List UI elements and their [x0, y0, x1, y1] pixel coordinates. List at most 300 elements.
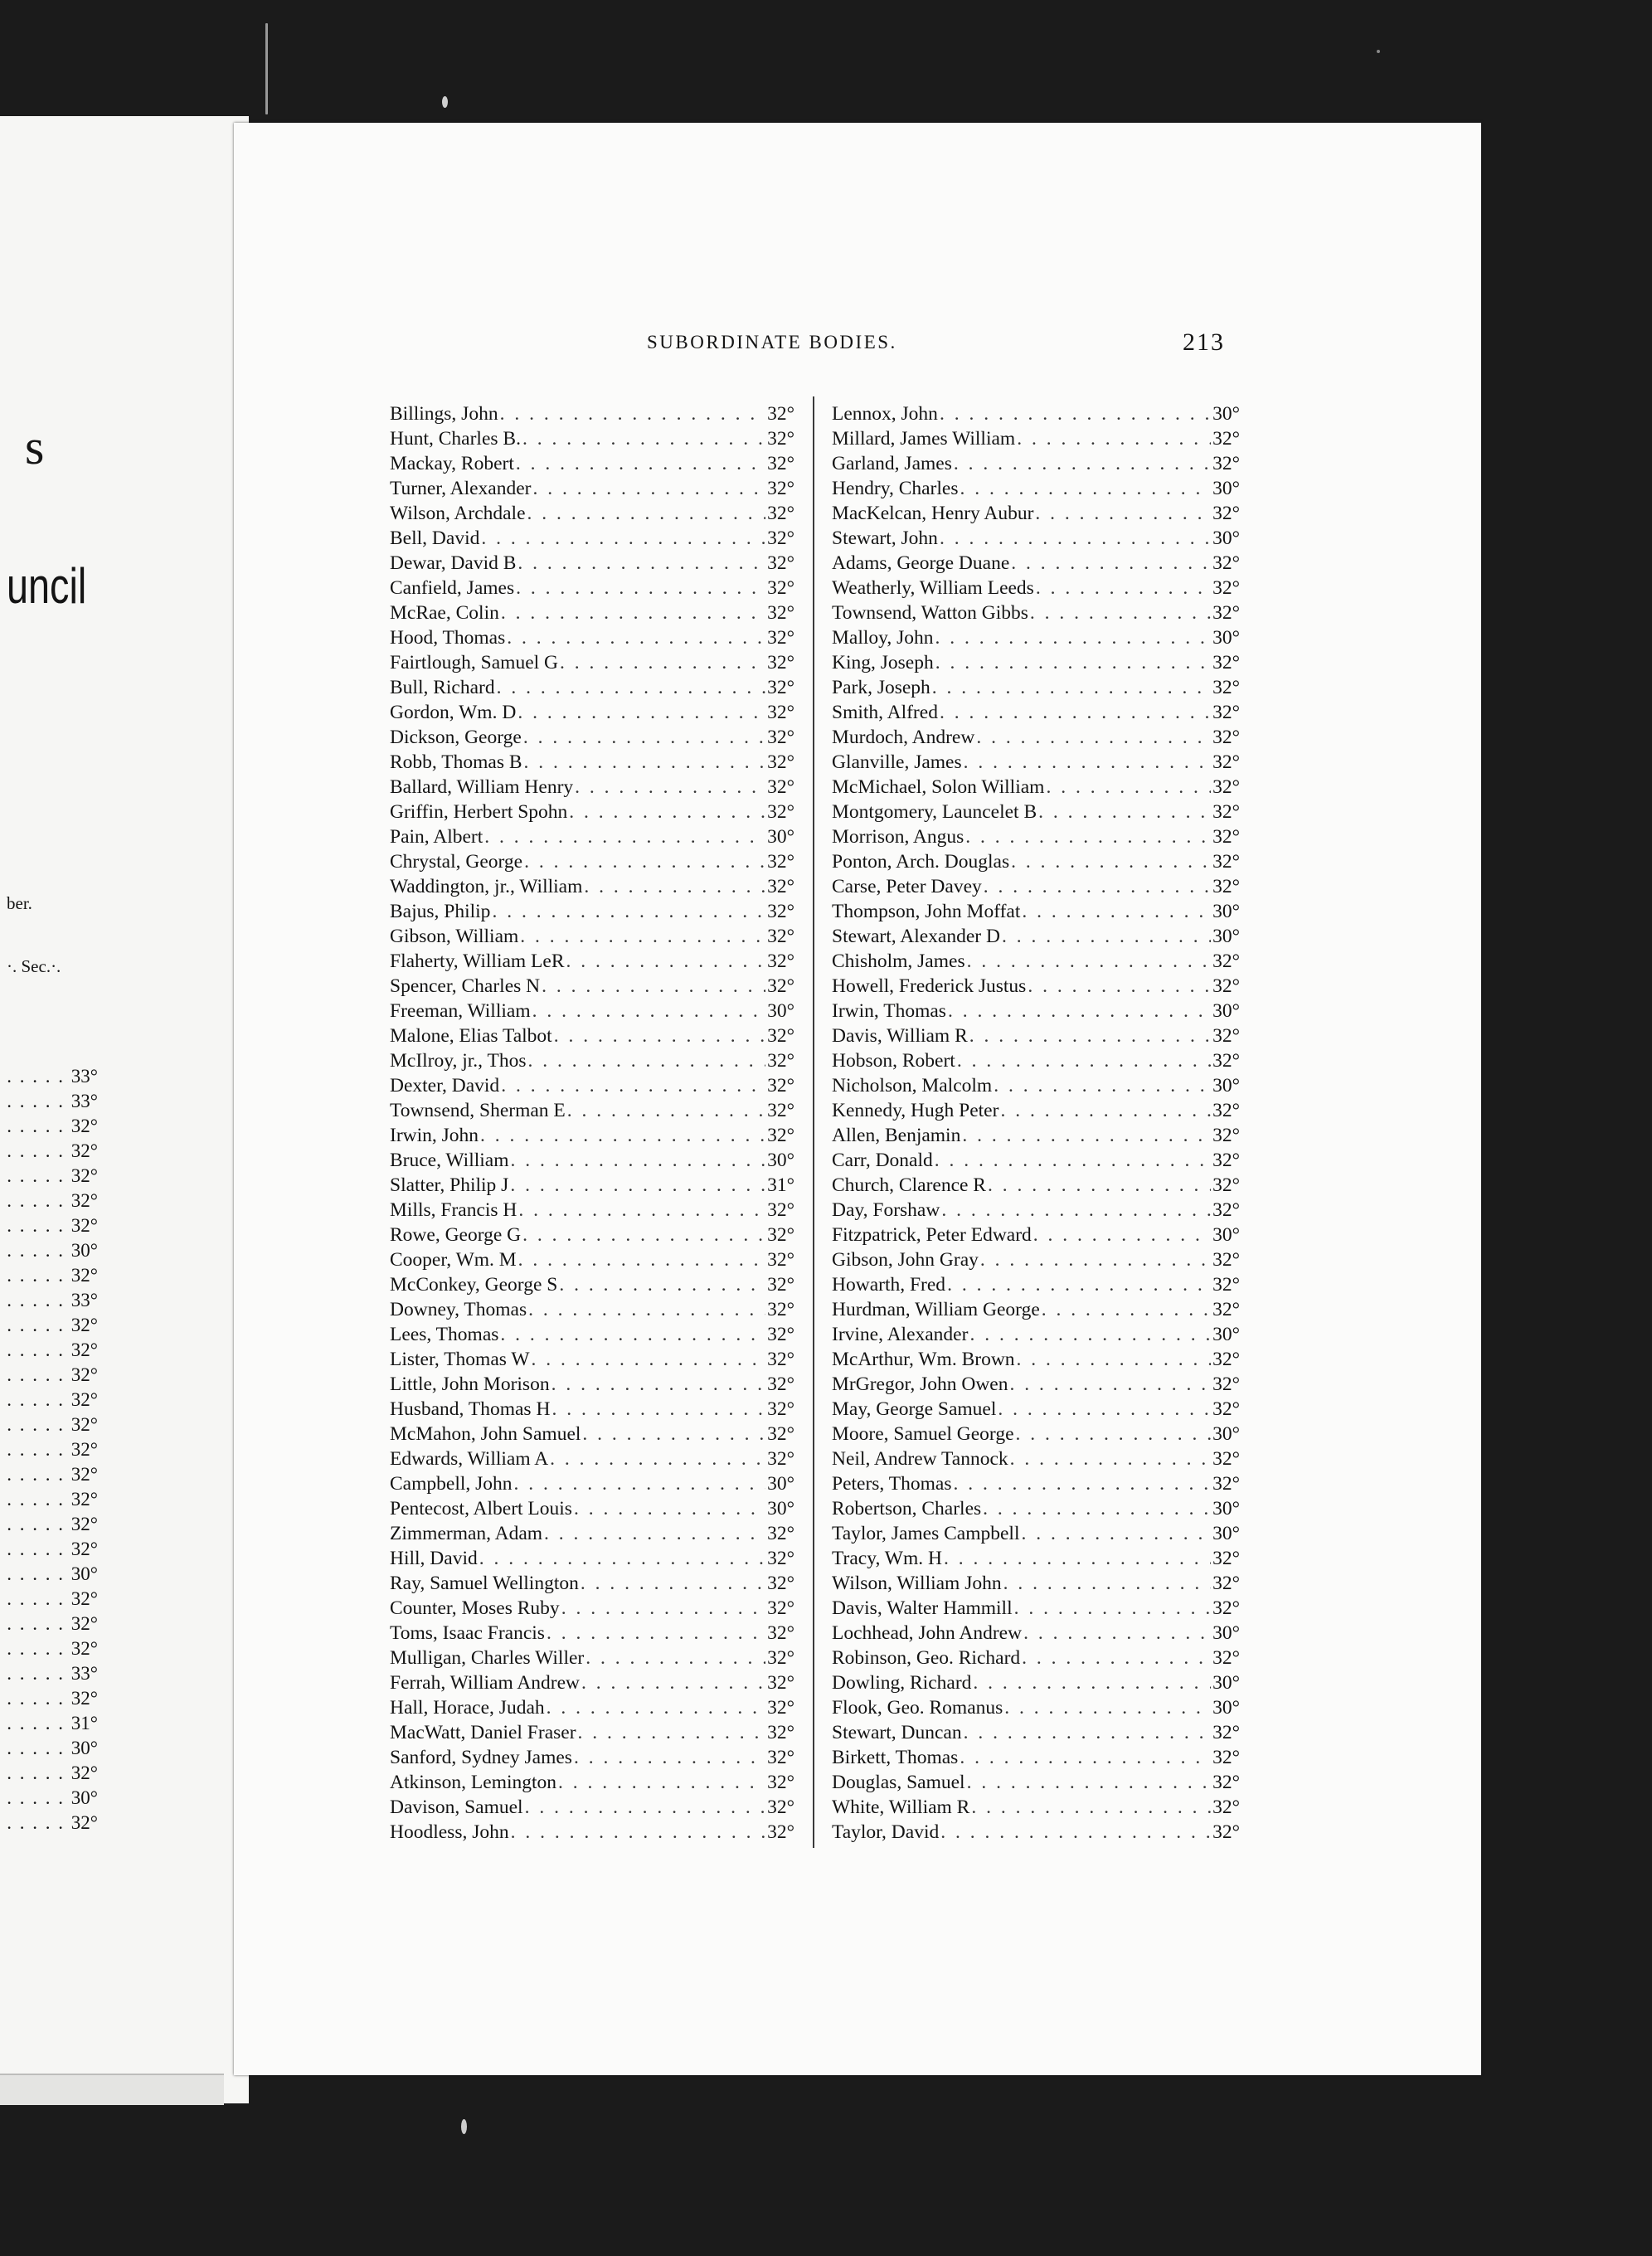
member-entry	[832, 600, 1240, 625]
member-degree: 32°	[767, 1374, 794, 1395]
left-page-degree-row	[0, 1512, 98, 1537]
member-degree: 32°	[767, 1050, 794, 1072]
dot-leader	[944, 1546, 1211, 1571]
member-entry	[390, 974, 794, 999]
member-name: Moore, Samuel George	[832, 1423, 1014, 1445]
dot-leader	[940, 401, 1211, 426]
left-page-degree: 32°	[70, 1190, 98, 1211]
dot-leader	[1003, 1571, 1211, 1596]
member-degree: 32°	[767, 577, 794, 599]
member-entry	[832, 675, 1240, 700]
member-name: Bull, Richard	[390, 677, 495, 698]
member-degree: 32°	[767, 1398, 794, 1420]
member-entry	[832, 1372, 1240, 1397]
member-name: Downey, Thomas	[390, 1299, 527, 1320]
member-entry	[390, 1770, 794, 1795]
dot-leader	[947, 1272, 1211, 1297]
member-degree: 32°	[1212, 1821, 1240, 1843]
member-name: Freeman, William	[390, 1000, 531, 1022]
left-page-degree-row	[0, 1263, 98, 1288]
member-entry	[832, 1596, 1240, 1621]
member-degree: 30°	[1212, 1498, 1240, 1519]
dot-leader	[1017, 426, 1211, 451]
member-name: McArthur, Wm. Brown	[832, 1349, 1015, 1370]
member-entry	[390, 1546, 794, 1571]
member-name: McIlroy, jr., Thos	[390, 1050, 527, 1072]
member-degree: 32°	[767, 776, 794, 798]
member-entry	[390, 1795, 794, 1820]
dot-leader	[1022, 899, 1211, 924]
dot-leader: . . . . .	[7, 1265, 71, 1286]
dot-leader	[980, 1247, 1211, 1272]
member-entry	[832, 775, 1240, 800]
member-degree: 32°	[1212, 1747, 1240, 1768]
member-name: Douglas, Samuel	[832, 1772, 965, 1793]
member-entry	[832, 1571, 1240, 1596]
member-degree: 32°	[1212, 1548, 1240, 1569]
member-degree: 30°	[1212, 1697, 1240, 1719]
member-name: King, Joseph	[832, 652, 934, 673]
member-name: McConkey, George S	[390, 1274, 558, 1296]
member-name: Dewar, David B	[390, 552, 517, 574]
member-degree: 32°	[1212, 1597, 1240, 1619]
member-degree: 32°	[767, 627, 794, 649]
member-entry	[832, 576, 1240, 600]
member-degree: 32°	[1212, 1349, 1240, 1370]
member-degree: 32°	[1212, 1274, 1240, 1296]
member-name: Mackay, Robert	[390, 453, 514, 474]
member-name: Morrison, Angus	[832, 826, 964, 848]
member-name: Atkinson, Lemington	[390, 1772, 557, 1793]
dot-leader	[567, 1098, 765, 1123]
member-degree: 32°	[767, 528, 794, 549]
dot-leader	[511, 1820, 765, 1845]
member-degree: 32°	[1212, 652, 1240, 673]
dot-leader	[500, 401, 766, 426]
left-page-degree: 33°	[70, 1091, 98, 1111]
member-entry	[832, 849, 1240, 874]
member-degree: 32°	[767, 1299, 794, 1320]
page-number: 213	[1183, 328, 1225, 356]
member-degree: 32°	[1212, 1199, 1240, 1221]
dot-leader	[569, 800, 765, 824]
left-page-degree-row	[0, 1711, 98, 1736]
dot-leader	[523, 725, 765, 750]
member-entry	[390, 526, 794, 551]
member-entry	[832, 426, 1240, 451]
left-page-degree-row	[0, 1686, 98, 1711]
member-degree: 30°	[1212, 1324, 1240, 1345]
member-name: May, George Samuel	[832, 1398, 997, 1420]
dot-leader: . . . . .	[7, 1738, 71, 1758]
member-name: Ponton, Arch. Douglas	[832, 851, 1010, 873]
member-name: Hobson, Robert	[832, 1050, 955, 1072]
speck	[461, 2119, 467, 2134]
member-degree: 32°	[1212, 727, 1240, 748]
dot-leader: . . . . .	[7, 1489, 71, 1510]
member-degree: 32°	[1212, 503, 1240, 524]
member-degree: 32°	[1212, 851, 1240, 873]
member-entry	[832, 725, 1240, 750]
member-entry	[832, 1720, 1240, 1745]
dot-leader: . . . . .	[7, 1091, 71, 1111]
member-entry	[390, 1223, 794, 1247]
left-page-degree: 32°	[70, 1439, 98, 1460]
member-degree: 32°	[767, 1448, 794, 1470]
member-entry	[832, 551, 1240, 576]
left-page-degree-row	[0, 1139, 98, 1164]
member-entry	[390, 1322, 794, 1347]
member-name: Cooper, Wm. M	[390, 1249, 517, 1271]
member-name: Park, Joseph	[832, 677, 930, 698]
member-name: Fitzpatrick, Peter Edward	[832, 1224, 1032, 1246]
member-entry	[390, 924, 794, 949]
member-entry	[832, 700, 1240, 725]
member-entry	[832, 1347, 1240, 1372]
member-degree: 32°	[1212, 1647, 1240, 1669]
member-name: Wilson, William John	[832, 1573, 1002, 1594]
member-name: Chisholm, James	[832, 951, 965, 972]
dot-leader	[954, 451, 1211, 476]
member-degree: 32°	[1212, 876, 1240, 897]
member-name: Campbell, John	[390, 1473, 513, 1495]
member-degree: 32°	[1212, 776, 1240, 798]
member-degree: 32°	[767, 727, 794, 748]
member-entry	[832, 1422, 1240, 1446]
dot-leader	[525, 1795, 766, 1820]
member-name: Ray, Samuel Wellington	[390, 1573, 579, 1594]
dot-leader	[550, 1446, 765, 1471]
member-degree: 32°	[767, 1697, 794, 1719]
dot-leader	[1010, 1446, 1211, 1471]
dot-leader: . . . . .	[7, 1812, 71, 1833]
left-page-degree-row	[0, 1761, 98, 1786]
dot-leader	[971, 1795, 1211, 1820]
member-degree: 30°	[1212, 1622, 1240, 1644]
dot-leader: . . . . .	[7, 1713, 71, 1733]
member-entry	[832, 1471, 1240, 1496]
dot-leader	[516, 451, 765, 476]
member-name: Toms, Isaac Francis	[390, 1622, 545, 1644]
member-degree: 30°	[1212, 1672, 1240, 1694]
dot-leader	[1002, 924, 1211, 949]
dot-leader	[1030, 600, 1211, 625]
left-page-degree-row	[0, 1114, 98, 1139]
dot-leader	[1046, 775, 1211, 800]
member-entry	[390, 1670, 794, 1695]
dot-leader	[940, 526, 1211, 551]
member-degree: 30°	[1212, 528, 1240, 549]
dot-leader	[551, 1372, 766, 1397]
dot-leader	[542, 974, 765, 999]
left-page-degree-row	[0, 1064, 98, 1089]
member-name: Edwards, William A	[390, 1448, 549, 1470]
member-entry	[390, 1422, 794, 1446]
member-name: Lochhead, John Andrew	[832, 1622, 1023, 1644]
member-entry	[832, 924, 1240, 949]
member-entry	[390, 1397, 794, 1422]
member-entry	[832, 1023, 1240, 1048]
member-entry	[390, 600, 794, 625]
left-page-degree-row	[0, 1437, 98, 1462]
left-page-degree-row	[0, 1537, 98, 1562]
left-page-degree-row	[0, 1587, 98, 1612]
dot-leader: . . . . .	[7, 1588, 71, 1609]
member-degree: 32°	[767, 975, 794, 997]
member-name: Weatherly, William Leeds	[832, 577, 1034, 599]
dot-leader	[500, 1322, 765, 1347]
member-degree: 30°	[767, 826, 794, 848]
dot-leader	[522, 426, 765, 451]
member-degree: 30°	[1212, 1523, 1240, 1544]
dot-leader	[1022, 1646, 1211, 1670]
member-entry	[390, 1471, 794, 1496]
member-degree: 32°	[767, 1324, 794, 1345]
dot-leader	[522, 1223, 765, 1247]
member-degree: 32°	[767, 1224, 794, 1246]
member-name: Fairtlough, Samuel G	[390, 652, 558, 673]
member-name: Spencer, Charles N	[390, 975, 541, 997]
left-page-degree-row	[0, 1238, 98, 1263]
member-degree: 32°	[767, 1821, 794, 1843]
member-entry	[832, 1098, 1240, 1123]
dot-leader: . . . . .	[7, 1340, 71, 1360]
member-name: Dickson, George	[390, 727, 522, 748]
member-degree: 30°	[767, 1000, 794, 1022]
dot-leader: . . . . .	[7, 1364, 71, 1385]
left-page-degree: 32°	[70, 1514, 98, 1534]
dot-leader: . . . . .	[7, 1663, 71, 1684]
dot-leader	[1033, 1223, 1211, 1247]
member-entry	[390, 650, 794, 675]
member-degree: 32°	[1212, 577, 1240, 599]
member-degree: 32°	[1212, 702, 1240, 723]
left-page-degree-row	[0, 1363, 98, 1388]
dot-leader: . . . . .	[7, 1066, 71, 1087]
member-degree: 32°	[1212, 951, 1240, 972]
member-entry	[832, 974, 1240, 999]
member-entry	[390, 625, 794, 650]
member-degree: 32°	[1212, 1249, 1240, 1271]
left-page-degree-row	[0, 1661, 98, 1686]
member-name: Turner, Alexander	[390, 478, 532, 499]
member-name: Neil, Andrew Tannock	[832, 1448, 1008, 1470]
dot-leader	[1016, 1422, 1212, 1446]
dot-leader	[585, 1646, 765, 1670]
left-page-degree-row	[0, 1462, 98, 1487]
member-degree: 32°	[767, 677, 794, 698]
member-entry	[832, 401, 1240, 426]
member-degree: 30°	[1212, 1075, 1240, 1096]
member-name: Flook, Geo. Romanus	[832, 1697, 1003, 1719]
left-page-degree: 30°	[70, 1563, 98, 1584]
member-degree: 32°	[767, 1523, 794, 1544]
member-name: MacWatt, Daniel Fraser	[390, 1722, 576, 1743]
member-degree: 30°	[1212, 627, 1240, 649]
dot-leader: . . . . .	[7, 1439, 71, 1460]
member-name: Garland, James	[832, 453, 952, 474]
member-name: Stewart, Alexander D	[832, 926, 1000, 947]
member-degree: 32°	[1212, 751, 1240, 773]
member-entry	[390, 775, 794, 800]
member-entry	[390, 874, 794, 899]
dot-leader	[941, 1198, 1211, 1223]
member-entry	[390, 1272, 794, 1297]
left-page-degree: 32°	[70, 1638, 98, 1659]
member-list-right-column	[832, 401, 1240, 1845]
left-page-degree-row	[0, 1313, 98, 1338]
dot-leader	[561, 1596, 765, 1621]
member-name: Davis, Walter Hammill	[832, 1597, 1013, 1619]
member-degree: 32°	[767, 1647, 794, 1669]
member-name: Townsend, Watton Gibbs	[832, 602, 1028, 624]
dot-leader: . . . . .	[7, 1140, 71, 1161]
member-name: Bajus, Philip	[390, 901, 491, 922]
dot-leader	[518, 1198, 765, 1223]
member-entry	[390, 451, 794, 476]
member-name: Mills, Francis H	[390, 1199, 517, 1221]
member-name: Church, Clarence R	[832, 1174, 986, 1196]
member-degree: 32°	[767, 1548, 794, 1569]
member-degree: 30°	[1212, 926, 1240, 947]
member-degree: 32°	[1212, 1722, 1240, 1743]
member-entry	[832, 800, 1240, 824]
member-entry	[390, 1198, 794, 1223]
member-entry	[390, 1048, 794, 1073]
dot-leader	[957, 1048, 1211, 1073]
member-entry	[390, 476, 794, 501]
member-name: Gibson, William	[390, 926, 519, 947]
member-name: Hood, Thomas	[390, 627, 506, 649]
dot-leader: . . . . .	[7, 1165, 71, 1186]
member-name: Chrystal, George	[390, 851, 523, 873]
left-page-edge	[0, 2074, 224, 2105]
member-entry	[832, 949, 1240, 974]
member-name: Stewart, John	[832, 528, 938, 549]
member-entry	[390, 1023, 794, 1048]
dot-leader	[554, 1023, 765, 1048]
member-entry	[390, 949, 794, 974]
left-page-degree: 32°	[70, 1389, 98, 1410]
member-degree: 30°	[767, 1473, 794, 1495]
member-degree: 32°	[1212, 801, 1240, 823]
member-degree: 32°	[767, 1597, 794, 1619]
member-degree: 32°	[767, 1075, 794, 1096]
dot-leader	[514, 1471, 766, 1496]
left-page-degree: 33°	[70, 1290, 98, 1310]
member-entry	[390, 1496, 794, 1521]
member-name: Hendry, Charles	[832, 478, 959, 499]
left-page-degree: 32°	[70, 1140, 98, 1161]
member-degree: 32°	[767, 1772, 794, 1793]
dot-leader: . . . . .	[7, 1787, 71, 1808]
dot-leader	[1000, 1098, 1211, 1123]
member-name: Montgomery, Launcelet B	[832, 801, 1037, 823]
member-degree: 32°	[1212, 1174, 1240, 1196]
dot-leader	[967, 1770, 1212, 1795]
member-entry	[390, 725, 794, 750]
member-name: Taylor, James Campbell	[832, 1523, 1020, 1544]
member-degree: 32°	[767, 1349, 794, 1370]
member-name: Gibson, John Gray	[832, 1249, 979, 1271]
member-name: Nicholson, Malcolm	[832, 1075, 993, 1096]
member-entry	[390, 1173, 794, 1198]
member-entry	[832, 899, 1240, 924]
dot-leader	[582, 1422, 765, 1446]
dot-leader	[507, 625, 765, 650]
member-degree: 30°	[767, 1150, 794, 1171]
dot-leader	[932, 675, 1211, 700]
member-degree: 32°	[767, 403, 794, 425]
member-name: Stewart, Duncan	[832, 1722, 962, 1743]
dot-leader	[940, 1820, 1211, 1845]
member-name: Counter, Moses Ruby	[390, 1597, 560, 1619]
left-page-text-fragment: ber.	[7, 893, 32, 913]
dot-leader	[983, 1496, 1211, 1521]
member-degree: 32°	[767, 552, 794, 574]
dot-leader	[558, 1770, 765, 1795]
dot-leader	[574, 1496, 765, 1521]
member-degree: 32°	[1212, 1797, 1240, 1818]
dot-leader	[575, 775, 765, 800]
member-degree: 32°	[767, 1025, 794, 1047]
member-entry	[832, 650, 1240, 675]
dot-leader	[501, 1073, 765, 1098]
member-name: Peters, Thomas	[832, 1473, 952, 1495]
member-entry	[390, 1820, 794, 1845]
member-name: Pentecost, Albert Louis	[390, 1498, 572, 1519]
member-name: McMahon, John Samuel	[390, 1423, 581, 1445]
member-degree: 30°	[1212, 403, 1240, 425]
member-name: White, William R	[832, 1797, 970, 1818]
member-entry	[832, 1073, 1240, 1098]
member-degree: 32°	[1212, 1050, 1240, 1072]
member-entry	[390, 1297, 794, 1322]
member-degree: 32°	[767, 801, 794, 823]
member-name: Hurdman, William George	[832, 1299, 1040, 1320]
member-degree: 32°	[1212, 453, 1240, 474]
member-degree: 32°	[1212, 1448, 1240, 1470]
member-degree: 32°	[767, 851, 794, 873]
member-name: Hill, David	[390, 1548, 478, 1569]
member-name: Malone, Elias Talbot	[390, 1025, 552, 1047]
left-page-degree: 31°	[70, 1713, 98, 1733]
dot-leader	[517, 551, 765, 576]
left-page-degree-list	[0, 1064, 98, 1835]
member-entry	[832, 1123, 1240, 1148]
member-entry	[832, 1621, 1240, 1646]
member-entry	[390, 1148, 794, 1173]
member-degree: 32°	[767, 453, 794, 474]
member-entry	[832, 824, 1240, 849]
member-entry	[832, 1247, 1240, 1272]
member-name: Murdoch, Andrew	[832, 727, 975, 748]
member-entry	[390, 750, 794, 775]
dot-leader	[527, 501, 766, 526]
left-page-degree: 32°	[70, 1762, 98, 1783]
dot-leader	[547, 1621, 765, 1646]
left-page-degree-row	[0, 1388, 98, 1412]
dot-leader	[1022, 1521, 1212, 1546]
member-entry	[390, 1347, 794, 1372]
member-entry	[832, 1446, 1240, 1471]
dot-leader	[479, 1546, 765, 1571]
dot-leader	[965, 824, 1211, 849]
left-page-degree: 32°	[70, 1340, 98, 1360]
left-page-degree: 30°	[70, 1240, 98, 1261]
left-page-degree: 32°	[70, 1215, 98, 1236]
left-page-degree-row	[0, 1562, 98, 1587]
